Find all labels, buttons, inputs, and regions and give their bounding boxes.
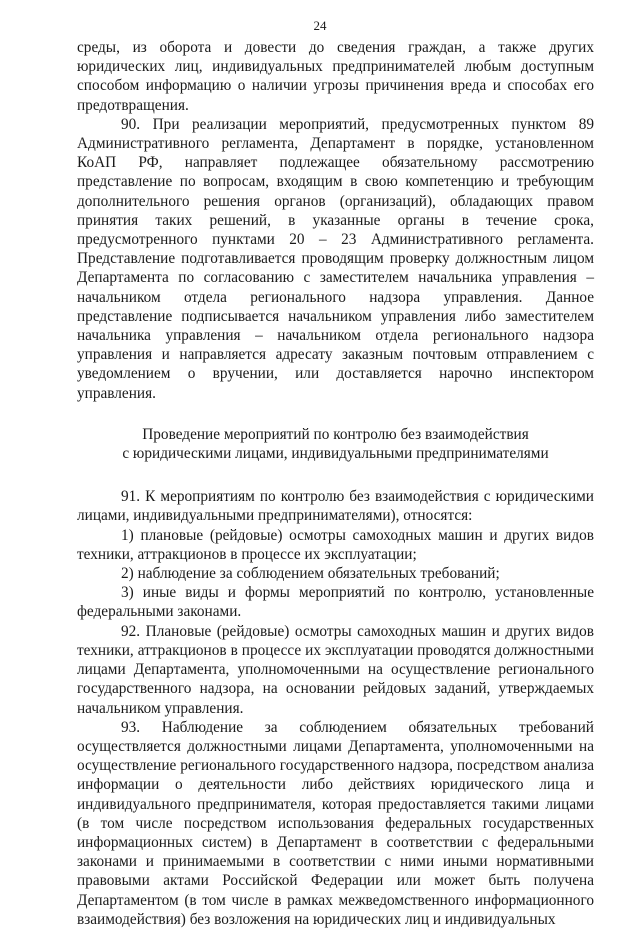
paragraph-continuation: среды, из оборота и довести до сведения граждан, а также других юридических лиц, индивидуальных предпринимателей любым доступным способом информацию о наличии угрозы причинения вреда и способах его предотвращения. — [77, 39, 594, 114]
list-item-91-1: 1) плановые (рейдовые) осмотры самоходных машин и других видов техники, аттракционов в процессе их эксплуатации; — [77, 526, 594, 563]
paragraph-91: 91. К мероприятиям по контролю без взаимодействия с юридическими лицами, индивидуальными предпринимателями), относятся: — [77, 488, 594, 525]
document-body — [77, 38, 594, 929]
list-item-91-2: 2) наблюдение за соблюдением обязательных требований; — [121, 565, 500, 583]
paragraph-90: 90. При реализации мероприятий, предусмотренных пунктом 89 Административного регламента, Департамент в порядке, установленном КоАП РФ, направляет подлежащее обязательному рассмотрению представление по вопросам, входящим в свою компетенцию и требующим дополнительного решения органов (организаций), обладающих правом принятия таких решений, в указанные органы в течение срока, предусмотренного пунктами 20 – 23 Административного регламента. Представление подготавливается проводящим проверку должностным лицом Департамента по согласованию с заместителем начальника управления – начальником отдела регионального надзора управления. Данное представление подписывается начальником управления либо заместителем начальника управления – начальником отдела регионального надзора управления и направляется адресату заказным почтовым отправлением с уведомлением о вручении, или доставляется нарочно инспектором управления. — [77, 115, 594, 402]
page-number: 24 — [313, 18, 327, 33]
list-item-91-3: 3) иные виды и формы мероприятий по контролю, установленные федеральными законами. — [77, 584, 594, 621]
paragraph-93: 93. Наблюдение за соблюдением обязательных требований осуществляется должностными лицами Департамента, уполномоченными на осуществление регионального государственного надзора, посредством анализа информации о деятельности либо действиях юридического лица и индивидуального предпринимателя, которая предоставляется такими лицами (в том числе посредством использования федеральных государственных информационных систем) в Департамент в соответствии с федеральными законами и принимаемыми в соответствии с ними иными нормативными правовыми актами Российской Федерации или может быть получена Департаментом (в том числе в рамках межведомственного информационного взаимодействия) без возложения на юридических лиц и индивидуальных — [77, 718, 594, 928]
section-heading-line-2: с юридическими лицами, индивидуальными предпринимателями — [122, 445, 549, 463]
section-heading — [77, 425, 594, 463]
paragraph-92: 92. Плановые (рейдовые) осмотры самоходных машин и других видов техники, аттракционов в процессе их эксплуатации проводятся должностными лицами Департамента, уполномоченными на осуществление регионального государственного надзора, на основании рейдовых заданий, утверждаемых начальником управления. — [77, 622, 594, 717]
section-heading-line-1: Проведение мероприятий по контролю без взаимодействия — [142, 425, 529, 443]
